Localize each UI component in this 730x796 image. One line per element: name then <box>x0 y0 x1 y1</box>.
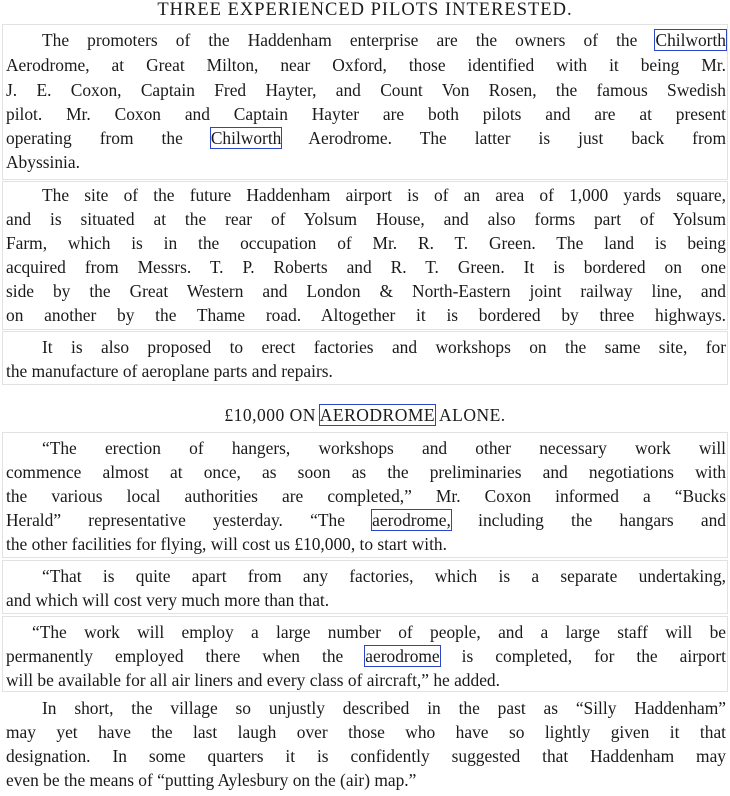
text-line: pilot. Mr. Coxon and Captain Hayter are both pilots and are at present <box>6 104 726 124</box>
highlighted-term[interactable]: aerodrome, <box>372 510 451 530</box>
text-line: Aerodrome, at Great Milton, near Oxford, those identified with it being Mr. <box>6 55 726 75</box>
text-line: The site of the future Haddenham airport is of an area of 1,000 yards square, <box>42 185 726 205</box>
highlighted-term[interactable]: Chilworth <box>210 128 282 148</box>
text-line: Abyssinia. <box>6 152 80 172</box>
text-line: “The work will employ a large number of people, and a large staff will be <box>32 622 726 642</box>
text-line: In short, the village so unjustly described in the past as “Silly Haddenham” <box>42 698 726 718</box>
highlighted-term[interactable]: AERODROME <box>319 405 436 425</box>
text-line: the other facilities for flying, will cost us £10,000, to start with. <box>6 534 447 554</box>
text-line: even be the means of “putting Aylesbury on the (air) map.” <box>6 770 417 790</box>
text-line: permanently employed there when the aerodrome is completed, for the airport <box>6 646 727 666</box>
text-line: J. E. Coxon, Captain Fred Hayter, and Count Von Rosen, the famous Swedish <box>6 80 726 100</box>
text-line: the various local authorities are completed,” Mr. Coxon informed a “Bucks <box>6 486 726 506</box>
text-line: the manufacture of aeroplane parts and repairs. <box>6 361 333 381</box>
text-line: The promoters of the Haddenham enterprise are the owners of the Chilworth <box>42 30 726 50</box>
highlighted-term[interactable]: aerodrome <box>365 646 440 666</box>
text-line: Farm, which is in the occupation of Mr. R. T. Green. The land is being <box>6 233 726 253</box>
text-line: commence almost at once, as soon as the preliminaries and negotiations with <box>6 462 726 482</box>
text-line: operating from the Chilworth Aerodrome. The latter is just back from <box>6 128 726 148</box>
text-line: and is situated at the rear of Yolsum House, and also forms part of Yolsum <box>6 209 726 229</box>
subheading: £10,000 ON AERODROME ALONE. <box>224 405 506 425</box>
highlighted-term[interactable]: Chilworth <box>655 30 726 50</box>
article-title: THREE EXPERIENCED PILOTS INTERESTED. <box>157 0 573 20</box>
text-line: “That is quite apart from any factories, which is a separate undertaking, <box>42 566 726 586</box>
text-line: acquired from Messrs. T. P. Roberts and R. T. Green. It is bordered on one <box>6 257 726 277</box>
text-line: It is also proposed to erect factories and workshops on the same site, for <box>42 337 726 357</box>
text-line: on another by the Thame road. Altogether it is bordered by three highways. <box>6 305 726 325</box>
text-line: “The erection of hangers, workshops and other necessary work will <box>42 438 726 458</box>
text-line: will be available for all air liners and every class of aircraft,” he added. <box>6 670 500 690</box>
text-line: may yet have the last laugh over those who have so lightly given it that <box>6 722 726 742</box>
text-line: side by the Great Western and London & North-Eastern joint railway line, and <box>6 281 726 301</box>
text-line: designation. In some quarters it is confidently suggested that Haddenham may <box>6 746 726 766</box>
text-line: Herald” representative yesterday. “The aerodrome, including the hangars and <box>6 510 726 530</box>
text-line: and which will cost very much more than that. <box>6 590 330 610</box>
